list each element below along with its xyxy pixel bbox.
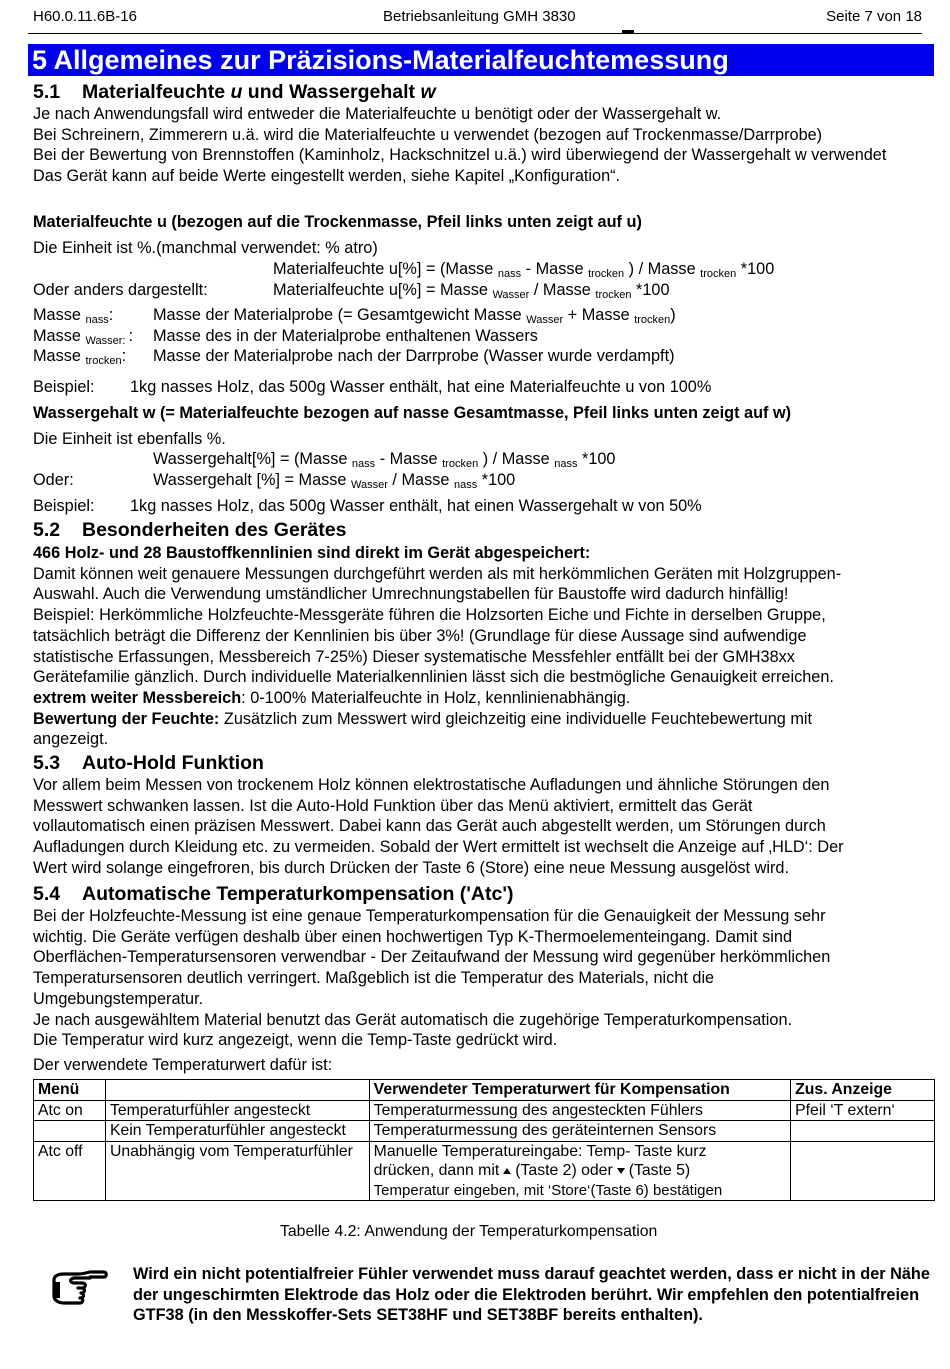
paragraph-line: angezeigt. <box>33 730 109 749</box>
table-cell: Temperaturmessung des angesteckten Fühlers <box>369 1100 790 1121</box>
section-5-2-heading <box>33 518 346 542</box>
page-number: Seite 7 von 18 <box>826 8 922 25</box>
section-5-3-body <box>33 775 928 879</box>
page-header <box>33 8 922 30</box>
formula-text: *100 <box>577 450 616 468</box>
paragraph-line: Bei der Holzfeuchte-Messung ist eine genaue Temperaturkompensation für die Genauigkeit der Messung sehr <box>33 907 826 925</box>
table-cell: Pfeil ‘T extern‘ <box>791 1100 935 1121</box>
paragraph: Bei der Bewertung von Brennstoffen (Kaminholz, Hackschnitzel u.ä.) wird überwiegend der Wassergehalt w verwendet <box>33 146 887 165</box>
def-masse-wasser-term <box>33 326 133 346</box>
table-cell <box>369 1141 790 1201</box>
paragraph-line: wichtig. Die Geräte verfügen deshalb über einen hochwertigen Typ K-Thermoelementeingang. Damit sind <box>33 927 793 946</box>
formula-text: - Masse <box>375 450 443 468</box>
paragraph-line: Messwert schwanken lassen. Ist die Auto-Hold Funktion über das Menü aktiviert, ermittelt das Gerät <box>33 796 753 815</box>
beispiel-text-2: 1kg nasses Holz, das 500g Wasser enthält, hat einen Wassergehalt w von 50% <box>130 497 702 515</box>
section-5-2-body <box>33 543 928 750</box>
beispiel-label-1: Beispiel: <box>33 378 95 396</box>
section-number: 5.3 <box>33 752 61 774</box>
heading-text: Auto-Hold Funktion <box>82 752 264 774</box>
pointing-hand-icon <box>50 1268 108 1308</box>
heading-text: Materialfeuchte <box>82 81 231 103</box>
paragraph-line: Auswahl. Auch die Verwendung umständlicher Umrechnungstabellen für Baustoffe wird dadurch hinfällig! <box>33 585 789 604</box>
subscript: trocken <box>442 458 479 470</box>
materialfeuchte-unit: Die Einheit ist %.(manchmal verwendet: % atro) <box>33 239 378 257</box>
cell-line: Manuelle Temperatureingabe: Temp- Taste kurz <box>373 1142 707 1160</box>
paragraph-line: Vor allem beim Messen von trockenem Holz können elektrostatische Aufladungen und ähnliche Störungen den <box>33 776 830 794</box>
paragraph-text: Zusätzlich zum Messwert wird gleichzeitig eine individuelle Feuchtebewertung mit <box>219 709 813 728</box>
term: : <box>128 327 134 345</box>
formula-text: ) / Masse <box>478 450 555 468</box>
materialfeuchte-heading: Materialfeuchte u (bezogen auf die Trockenmasse, Pfeil links unten zeigt auf u) <box>33 213 642 231</box>
formula-wassergehalt-2 <box>153 470 515 490</box>
temperature-table <box>33 1079 935 1201</box>
paragraph-line: Umgebungstemperatur. <box>33 989 204 1008</box>
table-cell <box>791 1141 935 1201</box>
paragraph-line: Wert wird solange eingefroren, bis durch Drücken der Taste 6 (Store) eine neue Messung ausgelöst wird. <box>33 858 789 877</box>
section-5-4-heading <box>33 882 513 906</box>
formula-text: *100 <box>736 260 775 278</box>
heading-text: Automatische Temperaturkompensation ('Atc') <box>82 883 514 905</box>
section-number: 5.4 <box>33 883 61 905</box>
def-masse-trocken-text: Masse der Materialprobe nach der Darrprobe (Wasser wurde verdampft) <box>153 347 675 365</box>
table-header-cell <box>105 1080 369 1101</box>
term: : <box>121 347 127 365</box>
heading-text: und Wassergehalt <box>242 81 421 103</box>
formula-text: / Masse <box>387 471 454 489</box>
subscript: Wasser <box>492 289 530 301</box>
table-cell: Temperaturfühler angesteckt <box>105 1100 369 1121</box>
def-masse-nass-text <box>153 305 676 325</box>
bold-intro: 466 Holz- und 28 Baustoffkennlinien sind direkt im Gerät abgespeichert: <box>33 544 591 562</box>
arrow-up-icon <box>503 1168 511 1174</box>
section-number: 5.2 <box>33 519 61 541</box>
formula-text: Materialfeuchte u[%] = (Masse <box>273 260 498 278</box>
table-cell: Atc off <box>34 1141 106 1201</box>
table-cell: Kein Temperaturfühler angesteckt <box>105 1121 369 1142</box>
paragraph-line: Temperatursensoren deutlich verringert. Maßgeblich ist die Temperatur des Materials, nicht die <box>33 969 715 988</box>
paragraph: Bei Schreinern, Zimmerern u.ä. wird die Materialfeuchte u verwendet (bezogen auf Trockenmasse/Darrprobe) <box>33 125 823 144</box>
paragraph-line: Aufladungen durch Kleidung etc. zu vermeiden. Sobald der Wert ermittelt ist wechselt die Anzeige auf ‚HLD‘: Der <box>33 838 844 857</box>
heading-var-w: w <box>420 81 436 103</box>
paragraph-line: Je nach ausgewähltem Material benutzt das Gerät automatisch die zugehörige Temperaturkompensation. <box>33 1010 793 1029</box>
heading-text: Besonderheiten des Gerätes <box>82 519 347 541</box>
formula-materialfeuchte-2 <box>273 280 670 300</box>
cell-text: drücken, dann mit <box>373 1162 500 1179</box>
section-5-3-heading <box>33 751 264 775</box>
cell-line: Temperatur eingeben, mit ‘Store‘(Taste 6) bestätigen <box>373 1181 723 1199</box>
section-5-1-intro <box>33 104 928 187</box>
cell-line <box>374 1161 786 1181</box>
messbereich-line <box>33 688 928 709</box>
arrow-down-icon <box>617 1168 625 1174</box>
oder-label-2: Oder: <box>33 471 74 489</box>
formula-text: - Masse <box>521 260 589 278</box>
def-masse-nass-term <box>33 305 113 325</box>
section-number: 5.1 <box>33 81 61 103</box>
beispiel-text-1: 1kg nasses Holz, das 500g Wasser enthält, hat eine Materialfeuchte u von 100% <box>130 378 712 396</box>
section-5-4-body <box>33 906 928 1076</box>
header-rule <box>28 33 922 34</box>
oder-label: Oder anders dargestellt: <box>33 281 208 299</box>
subscript: Wasser <box>351 479 388 491</box>
bold-term: extrem weiter Messbereich <box>33 688 242 707</box>
term: Masse <box>33 327 86 345</box>
paragraph-line: vollautomatisch einen präzisen Messwert. Dabei kann das Gerät auch abgestellt werden, um Störungen durch <box>33 817 826 836</box>
table-cell <box>34 1121 106 1142</box>
chapter-title: 5 Allgemeines zur Präzisions-Materialfeuchtemessung <box>28 44 934 76</box>
definition: + Masse <box>563 306 635 324</box>
subscript: trocken <box>85 355 122 367</box>
formula-text: *100 <box>631 281 670 299</box>
beispiel-label-2: Beispiel: <box>33 497 95 515</box>
formula-text: *100 <box>477 471 516 489</box>
doc-id: H60.0.11.6B-16 <box>33 8 137 25</box>
subscript: nass <box>554 458 578 470</box>
def-masse-trocken-term <box>33 346 126 366</box>
term: Masse <box>33 347 86 365</box>
table-cell: Atc on <box>34 1100 106 1121</box>
paragraph-line: statistische Erfassungen, Messbereich 7-25%) Dieser systematische Messfehler entfällt bei der GMH38xx <box>33 647 795 666</box>
formula-text: ) / Masse <box>624 260 701 278</box>
formula-wassergehalt-1 <box>153 449 615 469</box>
table-header-cell: Verwendeter Temperaturwert für Kompensation <box>369 1080 790 1101</box>
table-cell <box>791 1121 935 1142</box>
table-cell: Temperaturmessung des geräteinternen Sensors <box>369 1121 790 1142</box>
wassergehalt-unit: Die Einheit ist ebenfalls %. <box>33 430 226 448</box>
bold-term: Bewertung der Feuchte: <box>33 709 220 728</box>
subscript: trocken <box>700 268 737 280</box>
bewertung-line <box>33 709 928 730</box>
formula-text: Materialfeuchte u[%] = Masse <box>273 281 493 299</box>
paragraph-line: Gerätefamilie gänzlich. Durch individuelle Materialkennlinien lässt sich die bestmögliche Genauigkeit erreichen. <box>33 668 834 687</box>
term: Masse <box>33 306 86 324</box>
subscript: nass <box>497 268 522 280</box>
subscript: nass <box>351 458 376 470</box>
definition: Masse der Materialprobe (= Gesamtgewicht Masse <box>153 306 527 324</box>
section-5-1-heading <box>33 80 436 104</box>
subscript: nass <box>453 479 478 491</box>
wassergehalt-heading: Wassergehalt w (= Materialfeuchte bezogen auf nasse Gesamtmasse, Pfeil links unten zeigt auf w) <box>33 404 792 422</box>
table-row <box>34 1121 935 1142</box>
table-header-cell: Zus. Anzeige <box>791 1080 935 1101</box>
paragraph-line: Der verwendete Temperaturwert dafür ist: <box>33 1055 333 1074</box>
subscript: Wasser: <box>85 335 129 347</box>
table-header-row <box>34 1080 935 1101</box>
subscript: trocken <box>595 289 632 301</box>
paragraph-line: Damit können weit genauere Messungen durchgeführt werden als mit herkömmlichen Geräten mit Holzgruppen- <box>33 564 842 583</box>
paragraph-line: Die Temperatur wird kurz angezeigt, wenn die Temp-Taste gedrückt wird. <box>33 1031 558 1050</box>
table-caption: Tabelle 4.2: Anwendung der Temperaturkompensation <box>280 1223 658 1240</box>
subscript: Wasser <box>526 314 564 326</box>
paragraph: Je nach Anwendungsfall wird entweder die Materialfeuchte u benötigt oder der Wassergehalt w. <box>33 105 722 123</box>
subscript: trocken <box>588 268 625 280</box>
paragraph-line: Oberflächen-Temperatursensoren verwendbar - Der Zeitaufwand der Messung wird gegenüber herkömmlichen <box>33 948 831 967</box>
warning-note: Wird ein nicht potentialfreier Fühler verwendet muss darauf geachtet werden, dass er nicht in der Nähe der ungeschirmten Elektrode das Holz oder die Elektroden berührt. Wir empfehlen den potentialfreien GTF38 (in den Messkoffer-Sets SET38HF und SET38BF bereits enthalten). <box>133 1265 930 1325</box>
heading-var-u: u <box>230 81 243 103</box>
definition: ) <box>670 306 676 324</box>
paragraph-line: tatsächlich beträgt die Differenz der Kennlinien bis über 3%! (Grundlage für diese Aussage sind aufwendige <box>33 626 807 645</box>
table-header-cell: Menü <box>34 1080 106 1101</box>
def-masse-wasser-text: Masse des in der Materialprobe enthaltenen Wassers <box>153 327 538 345</box>
cell-text: (Taste 5) <box>628 1162 691 1179</box>
formula-text: Wassergehalt[%] = (Masse <box>153 450 352 468</box>
subscript: nass <box>85 314 109 326</box>
formula-materialfeuchte-1 <box>273 259 774 279</box>
paragraph-line: Beispiel: Herkömmliche Holzfeuchte-Messgeräte führen die Holzsorten Eiche und Fichte in derselben Gruppe, <box>33 606 826 625</box>
table-row <box>34 1100 935 1121</box>
table-row <box>34 1141 935 1201</box>
paragraph: Das Gerät kann auf beide Werte eingestellt werden, siehe Kapitel „Konfiguration“. <box>33 167 621 186</box>
subscript: trocken <box>634 314 671 326</box>
paragraph-text: : 0-100% Materialfeuchte in Holz, kennlinienabhängig. <box>241 688 631 707</box>
term: : <box>108 306 114 324</box>
formula-text: Wassergehalt [%] = Masse <box>153 471 352 489</box>
doc-title: Betriebsanleitung GMH 3830 <box>383 8 576 25</box>
formula-text: / Masse <box>529 281 596 299</box>
cell-text: (Taste 2) oder <box>515 1162 613 1179</box>
header-mark <box>622 30 634 34</box>
table-cell: Unabhängig vom Temperaturfühler <box>105 1141 369 1201</box>
